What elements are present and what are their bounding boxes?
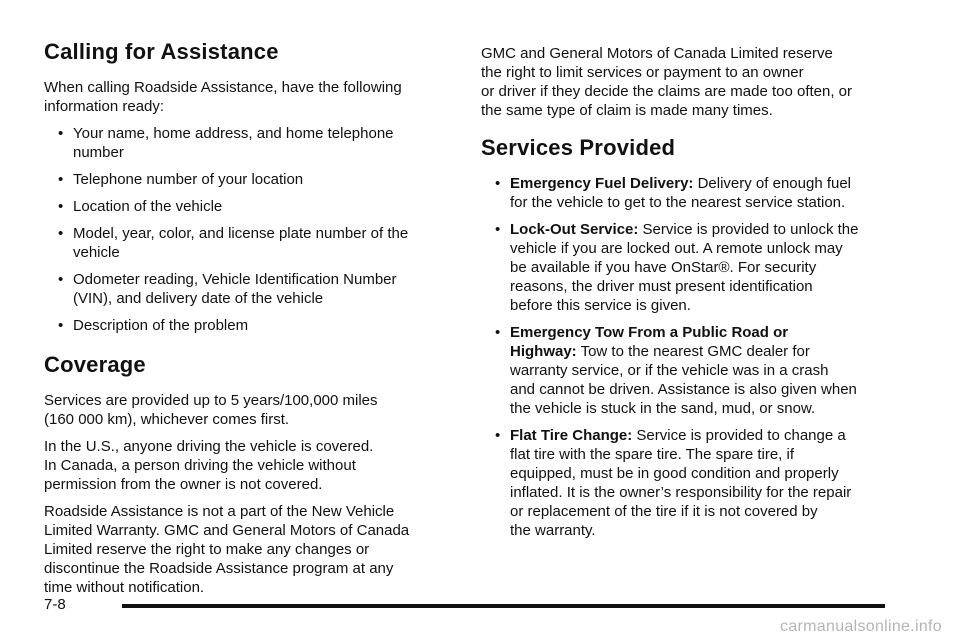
calling-info-list	[44, 124, 459, 335]
bullet-icon: •	[58, 317, 64, 334]
bullet-icon: •	[495, 427, 501, 444]
calling-intro: When calling Roadside Assistance, have the following information ready:	[44, 79, 402, 115]
list-item: • Location of the vehicle	[58, 198, 223, 215]
left-column	[44, 40, 459, 605]
service-label: Lock-Out Service:	[510, 221, 639, 238]
watermark: carmanualsonline.info	[780, 618, 942, 635]
service-text: Delivery of enough fuel for the vehicle to get to the nearest service station.	[510, 175, 852, 211]
bullet-icon: •	[58, 125, 64, 142]
service-text: Service is provided to unlock the vehicle if you are locked out. A remote unlock may be available if you have OnStar®. For security reasons, the driver must present identification before this service is given.	[510, 221, 859, 314]
coverage-paragraph-3: Roadside Assistance is not a part of the New Vehicle Limited Warranty. GMC and General Motors of Canada Limited reserve the right to make any changes or discontinue the Roadside Assistance program at any time without notification.	[44, 503, 410, 596]
service-label: Flat Tire Change:	[510, 427, 633, 444]
bullet-icon: •	[495, 175, 501, 192]
heading-services-provided: Services Provided	[481, 135, 676, 160]
bullet-icon: •	[58, 198, 64, 215]
bullet-icon: •	[495, 324, 501, 341]
services-list	[481, 174, 901, 540]
bullet-icon: •	[495, 221, 501, 238]
page-number: 7-8	[44, 596, 66, 613]
list-item: • Telephone number of your location	[58, 171, 304, 188]
list-item: • Odometer reading, Vehicle Identification Number (VIN), and delivery date of the vehicle	[58, 271, 397, 307]
bullet-icon: •	[58, 271, 64, 288]
list-item	[481, 174, 901, 212]
list-item	[481, 220, 901, 315]
right-column	[481, 44, 901, 558]
list-item	[481, 426, 901, 540]
service-text: Service is provided to change a flat tire with the spare tire. The spare tire, if equipped, must be in good condition and properly inflated. It is the owner’s responsibility for the repair or replacement of the tire if it is not covered by the warranty.	[510, 427, 852, 539]
service-label: Emergency Fuel Delivery:	[510, 175, 694, 192]
reserve-rights-paragraph: GMC and General Motors of Canada Limited reserve the right to limit services or payment to an owner or driver if they decide the claims are made too often, or the same type of claim is made many times.	[481, 45, 853, 119]
heading-coverage: Coverage	[44, 352, 146, 377]
bullet-icon: •	[58, 171, 64, 188]
list-item	[481, 323, 901, 418]
coverage-paragraph-2: In the U.S., anyone driving the vehicle is covered. In Canada, a person driving the vehicle without permission from the owner is not covered.	[44, 438, 374, 493]
coverage-paragraph-1: Services are provided up to 5 years/100,000 miles (160 000 km), whichever comes first.	[44, 392, 378, 428]
bullet-icon: •	[58, 225, 64, 242]
list-item: • Description of the problem	[58, 317, 249, 334]
heading-calling-for-assistance: Calling for Assistance	[44, 39, 279, 64]
list-item: • Your name, home address, and home telephone number	[58, 125, 394, 161]
service-text: Tow to the nearest GMC dealer for warranty service, or if the vehicle was in a crash and cannot be driven. Assistance is also given when the vehicle is stuck in the sand, mud, or snow.	[510, 343, 857, 417]
service-label: Emergency Tow From a Public Road or Highway:	[510, 324, 789, 360]
list-item: • Model, year, color, and license plate number of the vehicle	[58, 225, 409, 261]
footer-rule	[122, 604, 885, 608]
